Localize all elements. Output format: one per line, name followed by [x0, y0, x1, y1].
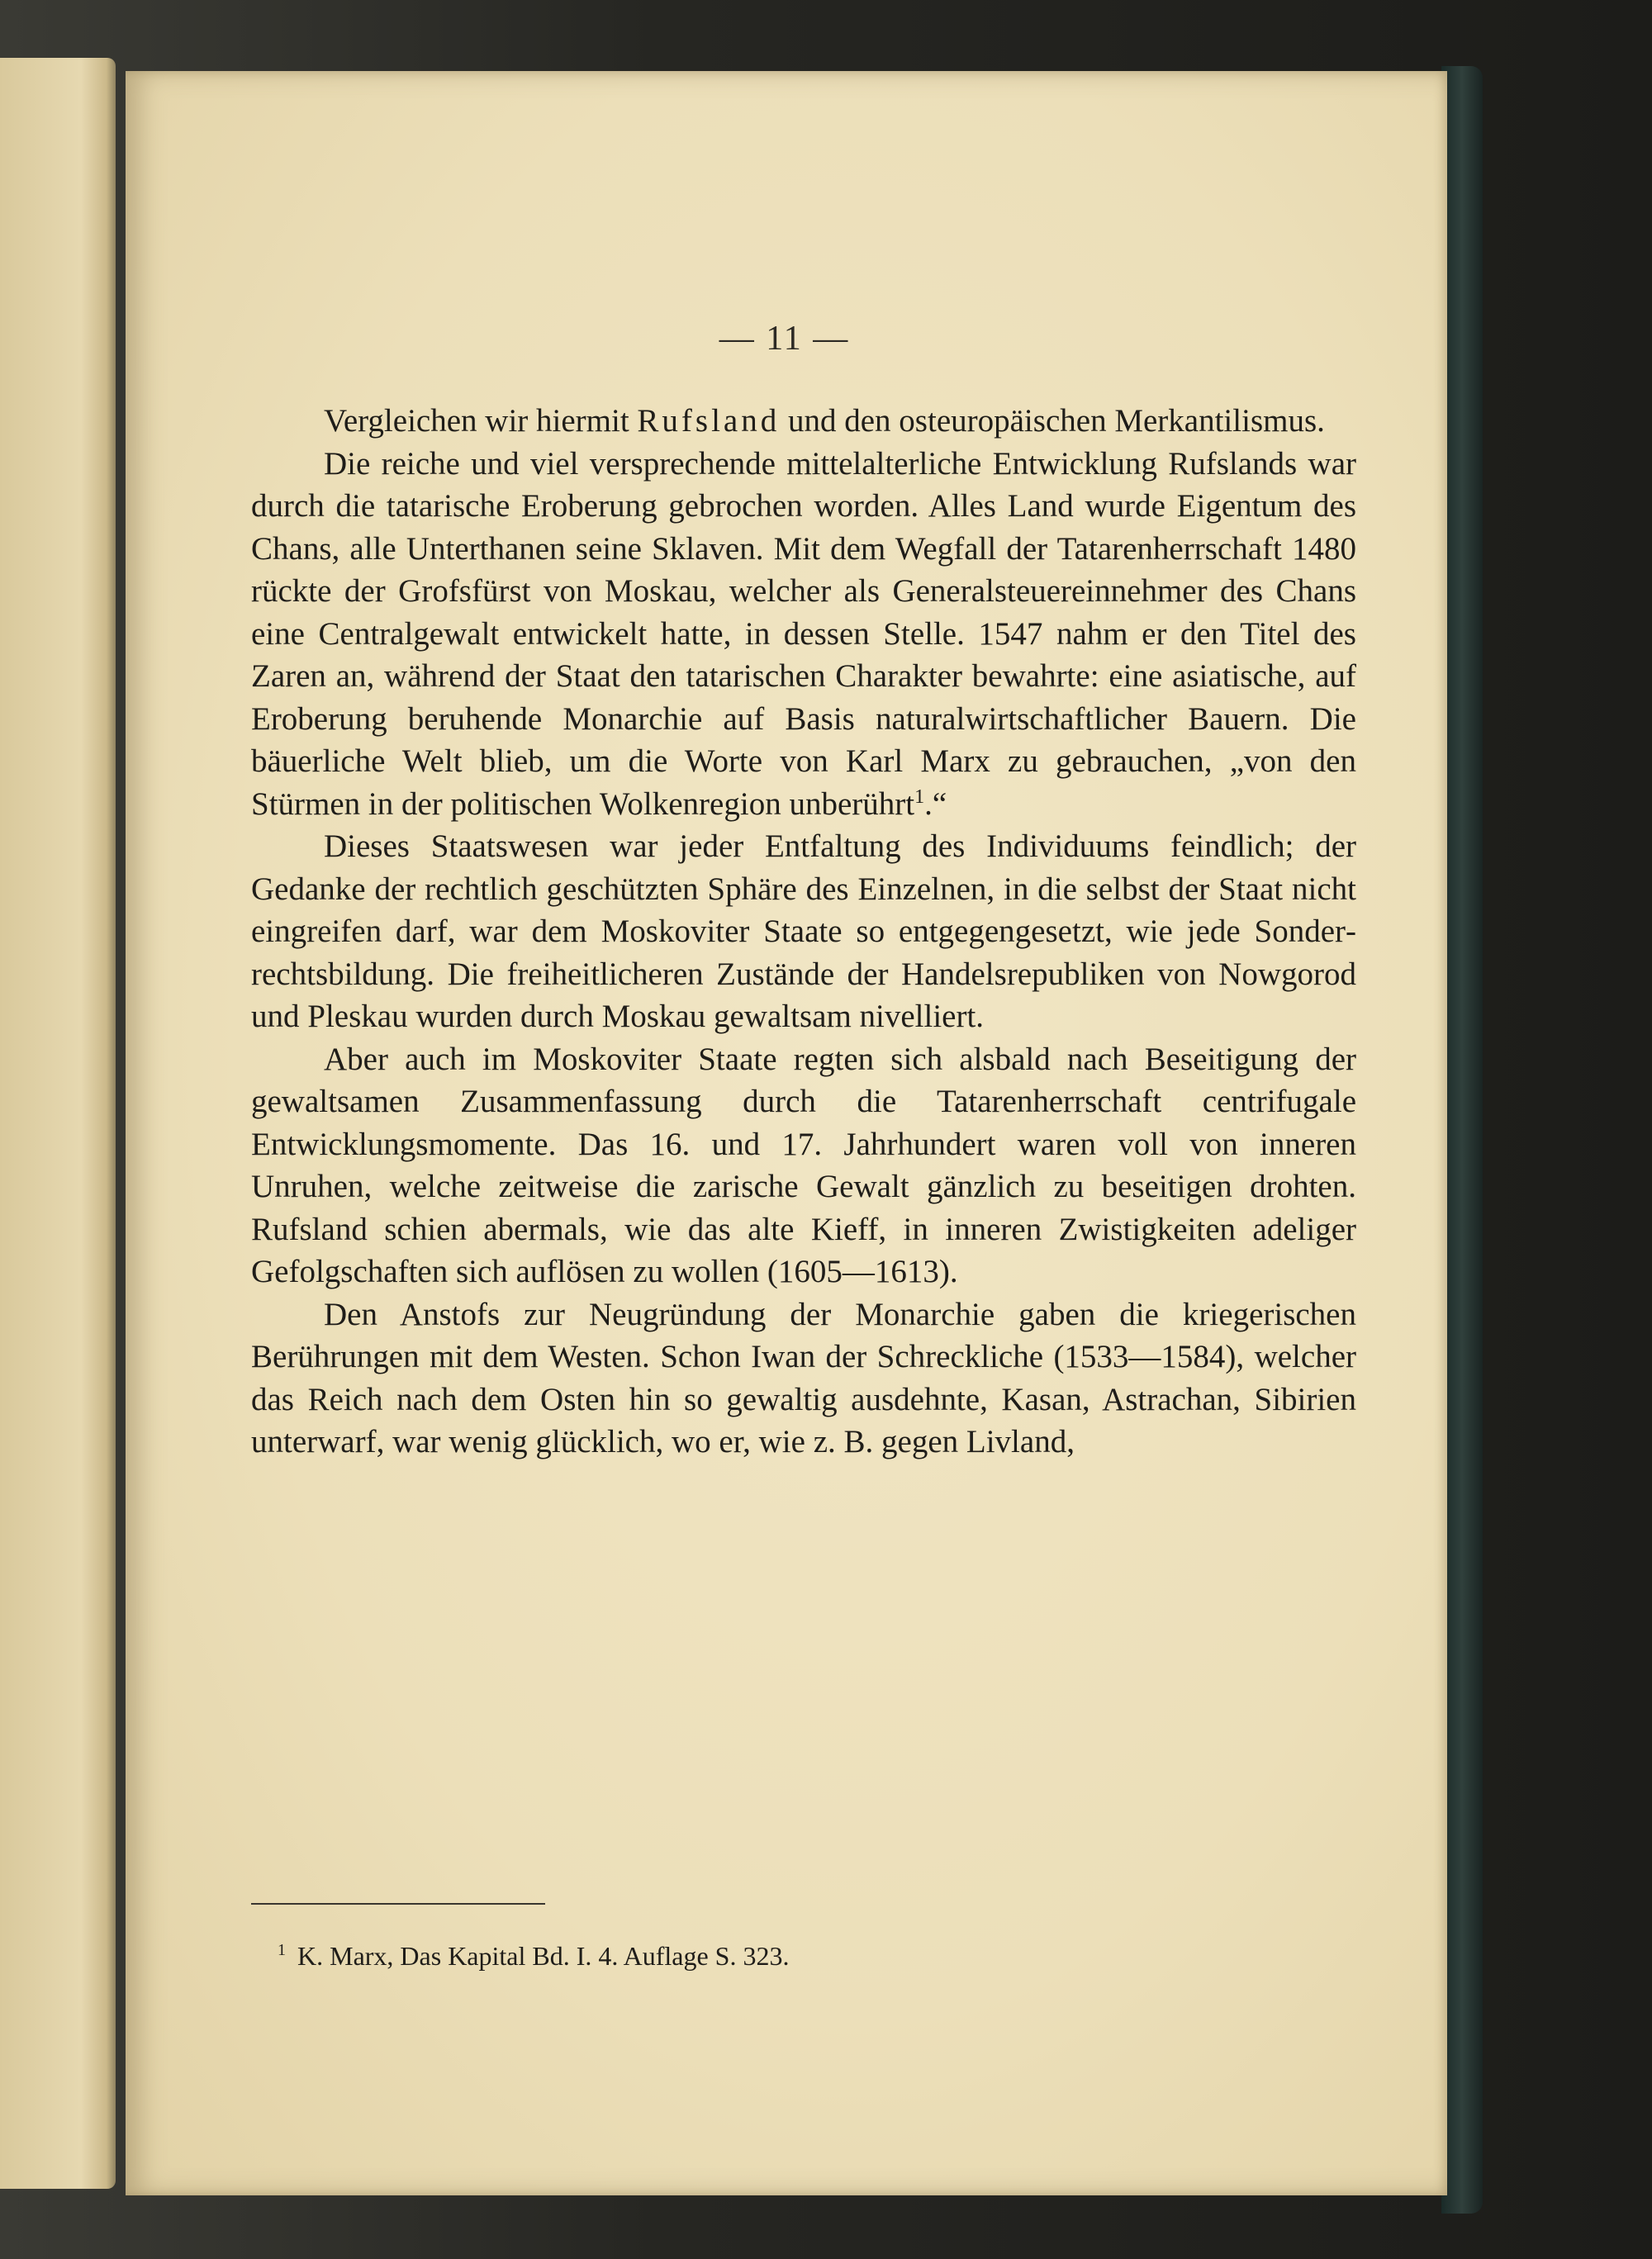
paragraph-4: Aber auch im Moskoviter Staate regten sich alsbald nach Beseitigung der gewaltsamen Zusammenfassung durch die Tatarenherrschaft centrifugale Entwicklungsmomente. Das 16. und 17. Jahrhundert waren voll von inneren Unruhen, welche zeitweise die zarische Gewalt gänzlich zu beseitigen drohten. Rufsland schien abermals, wie das alte Kieff, in inneren Zwistigkeiten adeliger Gefolgschaften sich auflösen zu wollen (1605—1613).: [251, 1041, 1356, 1289]
paragraph-1-tail: und den osteuropäischen Merkantilismus.: [780, 403, 1325, 439]
footnote: [278, 1939, 1351, 1972]
paragraph-2-end: .“: [924, 785, 947, 822]
paragraph-1-lead: Vergleichen wir hiermit: [324, 403, 638, 439]
paragraph-2-text: Die reiche und viel versprechende mittelalterliche Entwicklung Rufslands war durch die tatarische Eroberung gebrochen worden. Alles Land wurde Eigentum des Chans, alle Unterthanen seine Sklaven. Mit dem Wegfall der Tatarenherrschaft 1480 rückte der Grofsfürst von Moskau, welcher als Generalsteuereinnehmer des Chans eine Centralgewalt entwickelt hatte, in dessen Stelle. 1547 nahm er den Titel des Zaren an, während der Staat den tatarischen Charakter bewahrte: eine asiatische, auf Eroberung beruhende Monarchie auf Basis naturalwirtschaftlicher Bauern. Die bäuerliche Welt blieb, um die Worte von Karl Marx zu gebrauchen, „von den Stürmen in der politischen Wolkenregion unberührt: [251, 445, 1356, 822]
book-cover-edge: [1441, 66, 1483, 2214]
footnote-mark: 1: [278, 1941, 286, 1960]
page-number: — 11 —: [719, 320, 850, 358]
footnote-text: K. Marx, Das Kapital Bd. I. 4. Auflage S. 323.: [297, 1941, 790, 1971]
body-text: [251, 400, 1356, 1464]
footnote-divider: [251, 1903, 545, 1905]
footnote-reference: 1: [914, 785, 925, 808]
facing-page-edge: [0, 58, 116, 2189]
emphasis-rufsland: Rufsland: [637, 403, 781, 439]
paragraph-1: [251, 400, 1356, 443]
paragraph-2: [251, 443, 1356, 826]
book-page: [126, 71, 1447, 2195]
paragraph-3: Dieses Staatswesen war jeder Entfaltung des Individuums feindlich; der Gedanke der rechtlich geschützten Sphäre des Einzelnen, in die selbst der Staat nicht eingreifen darf, war dem Moskoviter Staate so entgegengesetzt, wie jede Sonderrechtsbildung. Die freiheitlicheren Zustände der Handelsrepubliken von Nowgorod und Pleskau wurden durch Moskau gewaltsam nivelliert.: [251, 828, 1356, 1034]
paragraph-5: Den Anstofs zur Neugründung der Monarchie gaben die kriegerischen Berührungen mit dem Westen. Schon Iwan der Schreckliche (1533—1584), welcher das Reich nach dem Osten hin so gewaltig ausdehnte, Kasan, Astrachan, Sibirien unterwarf, war wenig glücklich, wo er, wie z. B. gegen Livland,: [251, 1296, 1356, 1459]
